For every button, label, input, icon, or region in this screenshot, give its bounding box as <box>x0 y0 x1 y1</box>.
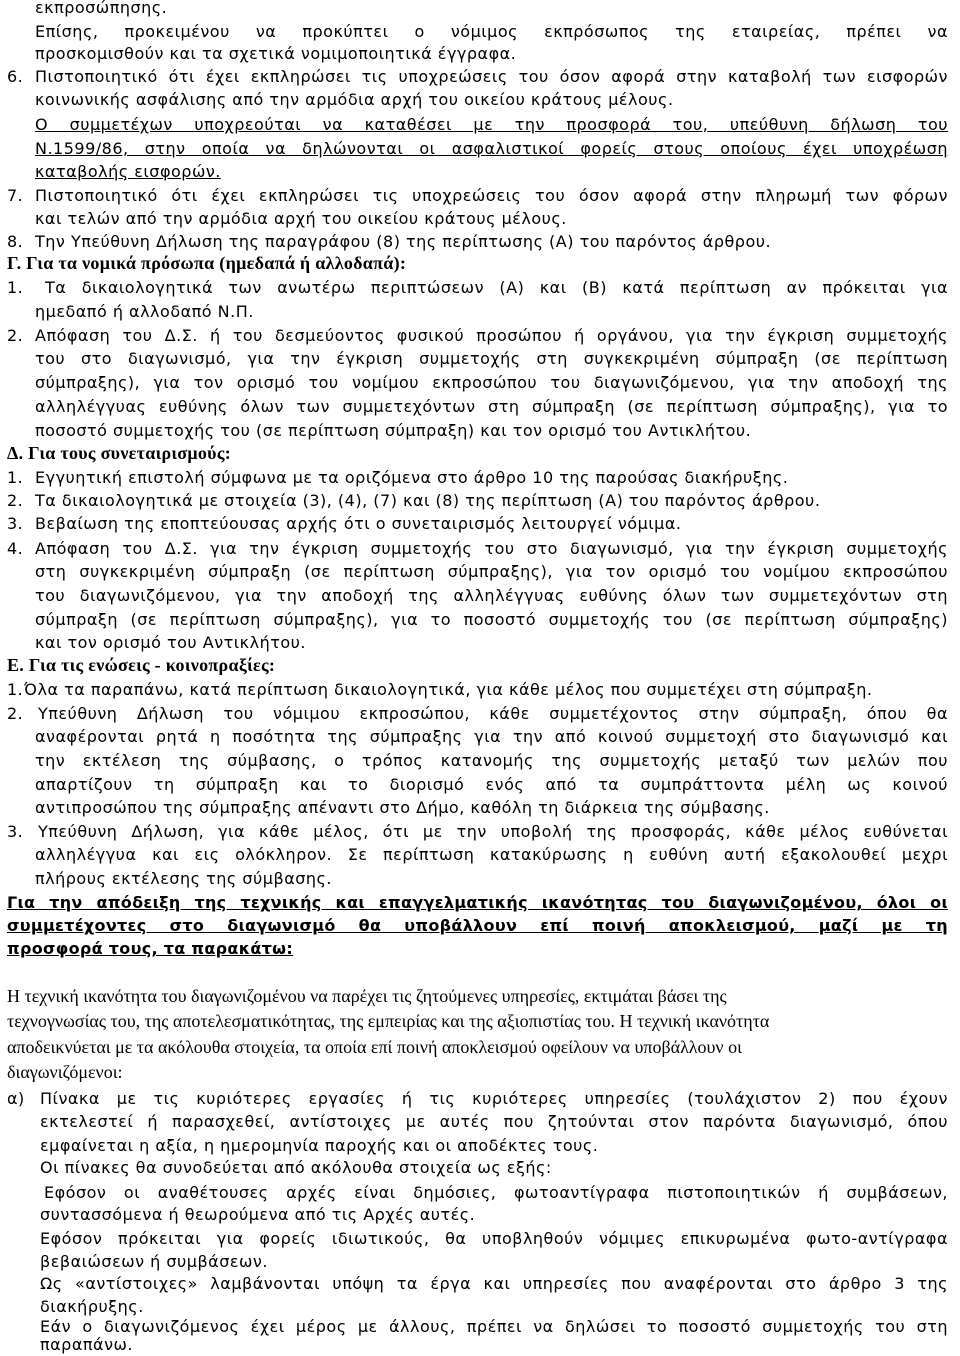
item-line: ημεδαπό ή αλλοδαπό Ν.Π. <box>35 302 254 321</box>
item-line: Τα δικαιολογητικά των ανωτέρω περιπτώσεων (Α) και (Β) κατά περίπτωση αν πρόκειται για <box>45 278 948 297</box>
item-line: Πίνακα με τις κυριότερες εργασίες ή τις κυριότερες υπηρεσίες (τουλάχιστον 2) που έχουν <box>40 1089 948 1108</box>
section-heading: Ε. Για τις ενώσεις - κοινοπραξίες: <box>7 655 276 675</box>
joint-participation-line: Εάν ο διαγωνιζόμενος έχει μέρος με άλλους, πρέπει να δηλώσει το ποσοστό συμμετοχής του στη <box>40 1317 948 1336</box>
item-number: 1. <box>7 680 24 699</box>
item-line: Υπεύθυνη Δήλωση του νόμιμου εκπροσώπου, κάθε συμμετέχοντος στην σύμπραξη, όπου θα <box>38 704 948 723</box>
item-line: αναφέρονται ρητά η ποσότητα της σύμπραξης για την από κοινού συμμετοχή στο διαγωνισμό και <box>35 727 948 746</box>
public-authorities-line: Εφόσον οι αναθέτουσες αρχές είναι δημόσιες, φωτοαντίγραφα πιστοποιητικών ή συμβάσεων, <box>44 1183 948 1202</box>
item-line: Απόφαση του Δ.Σ. ή του δεσμεύοντος φυσικού προσώπου ή οργάνου, για την έγκριση συμμετοχής <box>35 326 948 345</box>
item-line: Εγγυητική επιστολή σύμφωνα με τα οριζόμενα στο άρθρο 10 της παρούσας διακήρυξης. <box>35 468 789 487</box>
item-number: 3. <box>7 822 24 841</box>
item-number: 2. <box>7 491 24 510</box>
technical-notice-line: Για την απόδειξη της τεχνικής και επαγγελματικής ικανότητας του διαγωνιζομένου, όλοι οι <box>7 893 948 912</box>
item-number: 2. <box>7 326 24 345</box>
item-line: κοινωνικής ασφάλισης από την αρμόδια αρχή του οικείου κράτους μέλους. <box>35 90 674 109</box>
item-line: Βεβαίωση της εποπτεύουσας αρχής ότι ο συνεταιρισμός λειτουργεί νόμιμα. <box>35 514 682 533</box>
item-line: αλληλέγγυας ευθύνης όλων των συμμετεχόντων στη σύμπραξη (σε περίπτωση σύμπραξης), για το <box>35 397 948 416</box>
technical-paragraph-line: αποδεικνύεται με τα ακόλουθα στοιχεία, τα οποία επί ποινή αποκλεισμού οφείλουν να υποβάλλουν οι <box>7 1037 742 1057</box>
item-line: Την Υπεύθυνη Δήλωση της παραγράφου (8) της περίπτωσης (Α) του παρόντος άρθρου. <box>35 232 772 251</box>
item-line: Τα δικαιολογητικά με στοιχεία (3), (4), (7) και (8) της περίπτωση (Α) του παρόντος άρθρου. <box>35 491 821 510</box>
intro-line: προσκομισθούν και τα σχετικά νομιμοποιητικά έγγραφα. <box>35 44 517 63</box>
item-number: 6. <box>7 67 24 86</box>
technical-paragraph-line: Η τεχνική ικανότητα του διαγωνιζομένου να παρέχει τις ζητούμενες υπηρεσίες, εκτιμάται βάσει της <box>7 986 727 1006</box>
item-number: 2. <box>7 704 24 723</box>
item-line: πλήρους εκτέλεσης της σύμβασης. <box>35 869 332 888</box>
technical-notice-line: συμμετέχοντες στο διαγωνισμό θα υποβάλλουν επί ποινή αποκλεισμού, μαζί με τη <box>7 916 948 935</box>
item-line: την εκτέλεση της σύμβασης, ο τρόπος κατανομής της συμμετοχής μεταξύ των μελών που <box>35 751 948 770</box>
section-heading: Δ. Για τους συνεταιρισμούς: <box>7 443 232 463</box>
item-line: του διαγωνιζόμενου, για την αποδοχή της αλληλέγγυας ευθύνης όλων των συμμετεχόντων στη <box>35 586 948 605</box>
item-line: Πιστοποιητικό ότι έχει εκπληρώσει τις υποχρεώσεις του όσον αφορά στην καταβολή των εισφορών <box>35 67 948 86</box>
item-line: αλληλέγγυα και εις ολόκληρον. Σε περίπτωση κατακύρωσης η ευθύνη αυτή εξακολουθεί μεχρι <box>35 845 948 864</box>
underlined-note-line: Ο συμμετέχων υποχρεούται να καταθέσει με την προσφορά του, υπεύθυνη δήλωση του <box>35 115 948 134</box>
item-line: στη συγκεκριμένη σύμπραξη (σε περίπτωση σύμπραξης), για τον ορισμό του νομίμου εκπροσώπου <box>35 562 948 581</box>
item-line: Υπεύθυνη Δήλωση, για κάθε μέλος, ότι με την υποβολή της προσφοράς, κάθε μέλος ευθύνεται <box>38 822 948 841</box>
equivalent-works-line: διακήρυξης. <box>40 1297 144 1316</box>
equivalent-works-line: Ως «αντίστοιχες» λαμβάνονται υπόψη τα έργα και υπηρεσίες που αναφέρονται στο άρθρο 3 της <box>40 1274 948 1293</box>
technical-paragraph-line: διαγωνιζόμενοι: <box>7 1062 123 1082</box>
item-number: 7. <box>7 186 24 205</box>
private-entities-line: βεβαιώσεων ή συμβάσεων. <box>40 1252 268 1271</box>
section-heading: Γ. Για τα νομικά πρόσωπα (ημεδαπά ή αλλοδαπά): <box>7 253 407 273</box>
item-line: ποσοστό συμμετοχής του (σε περίπτωση σύμπραξη) και τον ορισμό του Αντικλήτου. <box>35 421 752 440</box>
item-line: Απόφαση του Δ.Σ. για την έγκριση συμμετοχής του στο διαγωνισμό, για την έγκριση συμμετοχής <box>35 539 948 558</box>
tables-intro: Οι πίνακες θα συνοδεύεται από ακόλουθα στοιχεία ως εξής: <box>40 1158 552 1177</box>
item-line: και τον ορισμό του Αντικλήτου. <box>35 633 306 652</box>
item-number: 4. <box>7 539 24 558</box>
item-number: 8. <box>7 232 24 251</box>
item-line: του στο διαγωνισμό, για την έγκριση συμμετοχής στη συγκεκριμένη σύμπραξη (σε περίπτωση <box>35 349 948 368</box>
item-number: 1. <box>7 278 24 297</box>
item-number: 3. <box>7 514 24 533</box>
item-line: και τελών από την αρμόδια αρχή του οικείου κράτους μέλους. <box>35 209 567 228</box>
item-line: Όλα τα παραπάνω, κατά περίπτωση δικαιολογητικά, για κάθε μέλος που συμμετέχει στη σύμπραξη. <box>24 680 873 699</box>
item-line: εμφαίνεται η αξία, η ημερομηνία παροχής και οι αποδέκτες τους. <box>40 1136 599 1155</box>
joint-participation-line: παραπάνω. <box>40 1335 133 1354</box>
item-line: σύμπραξη (σε περίπτωση σύμπραξης), για το ποσοστό συμμετοχής του (σε περίπτωση σύμπραξης) <box>35 610 948 629</box>
underlined-note-line: καταβολής εισφορών. <box>35 162 221 181</box>
private-entities-line: Εφόσον πρόκειται για φορείς ιδιωτικούς, θα υποβληθούν νόμιμες επικυρωμένα φωτο-αντίγραφα <box>40 1229 948 1248</box>
technical-notice-line: προσφορά τους, τα παρακάτω: <box>7 939 294 958</box>
underlined-note-line: Ν.1599/86, στην οποία να δηλώνονται οι ασφαλιστικοί φορείς στους οποίους έχει υποχρέωση <box>35 139 948 158</box>
item-line: σύμπραξης), για τον ορισμό του νομίμου εκπροσώπου του διαγωνιζόμενου, για την αποδοχή της <box>35 373 948 392</box>
item-line: απαρτίζουν τη σύμπραξη και το διορισμό ενός από τα συμπράττοντα μέλη ως κοινού <box>35 775 948 794</box>
public-authorities-line: συντασσόμενα ή θεωρούμενα από τις Αρχές αυτές. <box>40 1205 476 1224</box>
item-line: αντιπροσώπου της σύμπραξης απέναντι στο Δήμο, καθόλη τη διάρκεια της σύμβασης. <box>35 798 770 817</box>
intro-line: εκπροσώπησης. <box>35 0 168 17</box>
item-number: α) <box>7 1089 25 1108</box>
item-line: Πιστοποιητικό ότι έχει εκπληρώσει τις υποχρεώσεις του όσον αφορά στην πληρωμή των φόρων <box>35 186 948 205</box>
intro-line: Επίσης, προκειμένου να προκύπτει ο νόμιμος εκπρόσωπος της εταιρείας, πρέπει να <box>35 22 948 41</box>
item-number: 1. <box>7 468 24 487</box>
item-line: εκτελεστεί ή παρασχεθεί, αντίστοιχες με αυτές που ζητούνται στον παρόντα διαγωνισμό, όπου <box>40 1112 948 1131</box>
technical-paragraph-line: τεχνογνωσίας του, της αποτελεσματικότητας, της εμπειρίας και της αξιοπιστίας του. Η τεχνική ικανότητα <box>7 1011 770 1031</box>
